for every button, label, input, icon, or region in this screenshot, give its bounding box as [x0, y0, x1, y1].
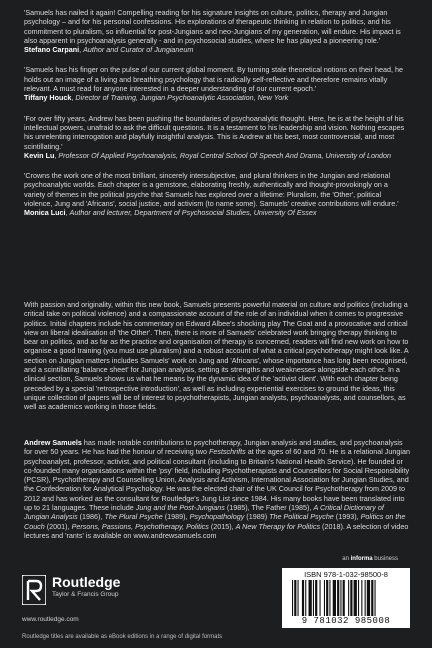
book-description: With passion and originality, within this new book, Samuels presents powerful material on culture and politics (including a critical take on political violence) and a compassionate account of the role of an individual when it comes to progressive politics. Initial chapters include his commentary on Edward Albee's shocking play The Goat and a provocative and critical view on liberal idealisation of 'the Other'. Then, there is more of Samuels' celebrated work bringing therapy thinking to bear on politics, and as far as the practice and organisation of therapy is concerned, readers will find new work on how to organise a good training (you must use pluralism) and a robust account of what a critical psychotherapy might look like. A section on Jungian matters includes Samuels' work on Jung and 'Africans', whose importance has long been recognised, and a scintillating 'balance sheet' for Jungian analysis, setting its strengths and weaknesses alongside each other. In a clinical section, Samuels shows us what he means by the dynamic idea of the 'activist client'. With each chapter being preceded by a special 'retrospective introduction', as well as including experiential exercises to ground the ideas, this unique collection of papers will be of interest to psychotherapists, Jungian analysts, psychoanalysts, and counsellors, as well as academics working in those fields.: [24, 300, 409, 412]
endorsement-attribution: Tiffany Houck, Director of Training, Jungian Psychoanalytic Association, New York: [24, 93, 289, 103]
book-title: Jung and the Post-Jungians: [135, 503, 225, 513]
endorsements: [24, 8, 410, 229]
bio-text: (2015),: [208, 521, 236, 531]
bio-text: (1989): [244, 512, 270, 522]
publisher-group: Taylor & Francis Group: [52, 591, 119, 598]
endorser-role: Professor Of Applied Psychoanalysis, Royal Central School Of Speech And Drama, University of London: [58, 150, 392, 160]
endorser-name: Tiffany Houck: [24, 93, 72, 103]
isbn-label: ISBN 978-1-032-98500-8: [304, 570, 388, 579]
endorser-role: Director of Training, Jungian Psychoanalytic Association, New York: [75, 93, 289, 103]
endorsement-text: 'Crowns the work one of the most brilliant, sincerely intersubjective, and plural thinkers in the Jungian and relational psychoanalytic worlds. Each chapter is a gemstone, elaborating freshly, authentically and thought-provokingly on a variety of themes in the political psyche that Samuels has explored over a lifetime: Pluralism, the 'Other', political violence, Jung and 'Africans', social justice, and activism (to name some). Samuels' creative contributions will endure.': [24, 171, 399, 209]
endorsement-4: [24, 171, 410, 217]
endorser-role: Author and Curator of Jungianeum: [83, 45, 194, 55]
book-title: The Political Psyche: [269, 512, 334, 522]
barcode-bars: [292, 580, 400, 616]
bio-text: has made notable contributions to psychotherapy, Jungian analysis and studies, and psychoanalysis for over 50 years. He has had the honour of receiving two: [24, 438, 403, 457]
ebook-note: Routledge titles are available as eBook editions in a range of digital formats: [22, 634, 223, 640]
book-title: A New Therapy for Politics: [235, 521, 321, 531]
bio-text: (1993),: [333, 512, 361, 522]
book-title: Psychopathology: [189, 512, 245, 522]
book-title: Persons, Passions, Psychotherapy, Politics: [71, 521, 209, 531]
endorser-name: Kevin Lu: [24, 150, 55, 160]
routledge-r-icon: [22, 575, 46, 605]
routledge-logo: [22, 573, 152, 613]
endorsement-1: [24, 8, 410, 54]
informa-suffix: business: [372, 556, 398, 562]
endorsement-3: [24, 114, 410, 160]
endorsement-text: 'Samuels has nailed it again! Compelling reading for his signature insights on culture, politics, therapy and Jungian psychology – and for his personal confessions. His explorations of therapeutic thinking in relation to politics, and his commitment to pluralism, so influential for post-Jungians and neo-Jungians of my generation, will endure. His impact is also apparent in psychoanalysis generally - and in psychosocial studies, where he has played a pioneering role.': [24, 8, 401, 45]
author-name: Andrew Samuels: [24, 438, 82, 447]
author-bio: [24, 438, 410, 540]
endorser-name: Stefano Carpani: [24, 45, 80, 55]
bio-text: (2018). A selection of video lectures and 'rants' is available on www.andrewsamuels.com: [24, 521, 409, 540]
bio-text: at the ages of 60 and 70. He is a relational Jungian psychoanalyst, professor, activist, and political consultant (including to Britain's National Health Service). He founded or co-founded many organisations within the 'psy' field, including Psychotherapists and Counsellors for Social Responsibility (PCSR), Psychotherapy and Counselling Union, Analysis and Activism, International Association for Jungian Studies, and the Confederation for Analytical Psychology. He was the elected chair of the UK Council for Psychotherapy from 2009 to 2012 and has worked as the consultant for Routledge's Jung List since 1984. His many books have been translated into up to 21 languages. These include: [24, 447, 410, 513]
endorser-name: Monica Luci: [24, 208, 66, 218]
informa-business-label: [342, 556, 398, 562]
publisher-name: Routledge: [52, 574, 121, 590]
publisher-url[interactable]: www.routledge.com: [22, 616, 79, 623]
informa-prefix: an: [342, 556, 351, 562]
endorsement-text: 'Samuels has his finger on the pulse of our current global moment. By turning stale theoretical notions on their head, he holds out an image of a living and breathing psychology that is radically self-reflective and therefore remains vitally relevant. A must read for anyone interested in a deeper understanding of our current epoch.': [24, 65, 403, 94]
bio-italic: Festschrifts: [208, 447, 246, 457]
endorsement-attribution: Kevin Lu, Professor Of Applied Psychoanalysis, Royal Central School Of Speech And Drama, University of London: [24, 150, 392, 160]
barcode: [282, 568, 410, 628]
endorser-role: Author and lecturer, Department of Psychosocial Studies, University Of Essex: [69, 208, 317, 218]
barcode-number: 9 781032 985008: [301, 616, 391, 626]
book-title: A Critical Dictionary of Jungian Analysis: [24, 503, 384, 522]
bio-text: (2001),: [44, 521, 72, 531]
book-title: Politics on the Couch: [24, 512, 406, 531]
endorsement-attribution: Stefano Carpani, Author and Curator of Jungianeum: [24, 45, 194, 55]
endorsement-2: [24, 65, 410, 102]
informa-brand: informa: [350, 556, 373, 562]
bio-text: (1985), The Father (1985),: [224, 503, 314, 513]
book-title: The Plural Psyche: [104, 512, 163, 522]
endorsement-text: 'For over fifty years, Andrew has been pushing the boundaries of psychoanalytic thought. Here, he is at the height of his intellectual powers, unafraid to ask the difficult questions. It is a testament to his leadership and vision. Nothing escapes his unrelenting interrogation and playfully insightful analysis. This is Andrew at his best, most controversial, and most scintillating.': [24, 113, 405, 151]
bio-text: (1986),: [77, 512, 105, 522]
endorsement-attribution: Monica Luci, Author and lecturer, Department of Psychosocial Studies, University Of Essex: [24, 208, 317, 218]
bio-text: (1989),: [162, 512, 190, 522]
